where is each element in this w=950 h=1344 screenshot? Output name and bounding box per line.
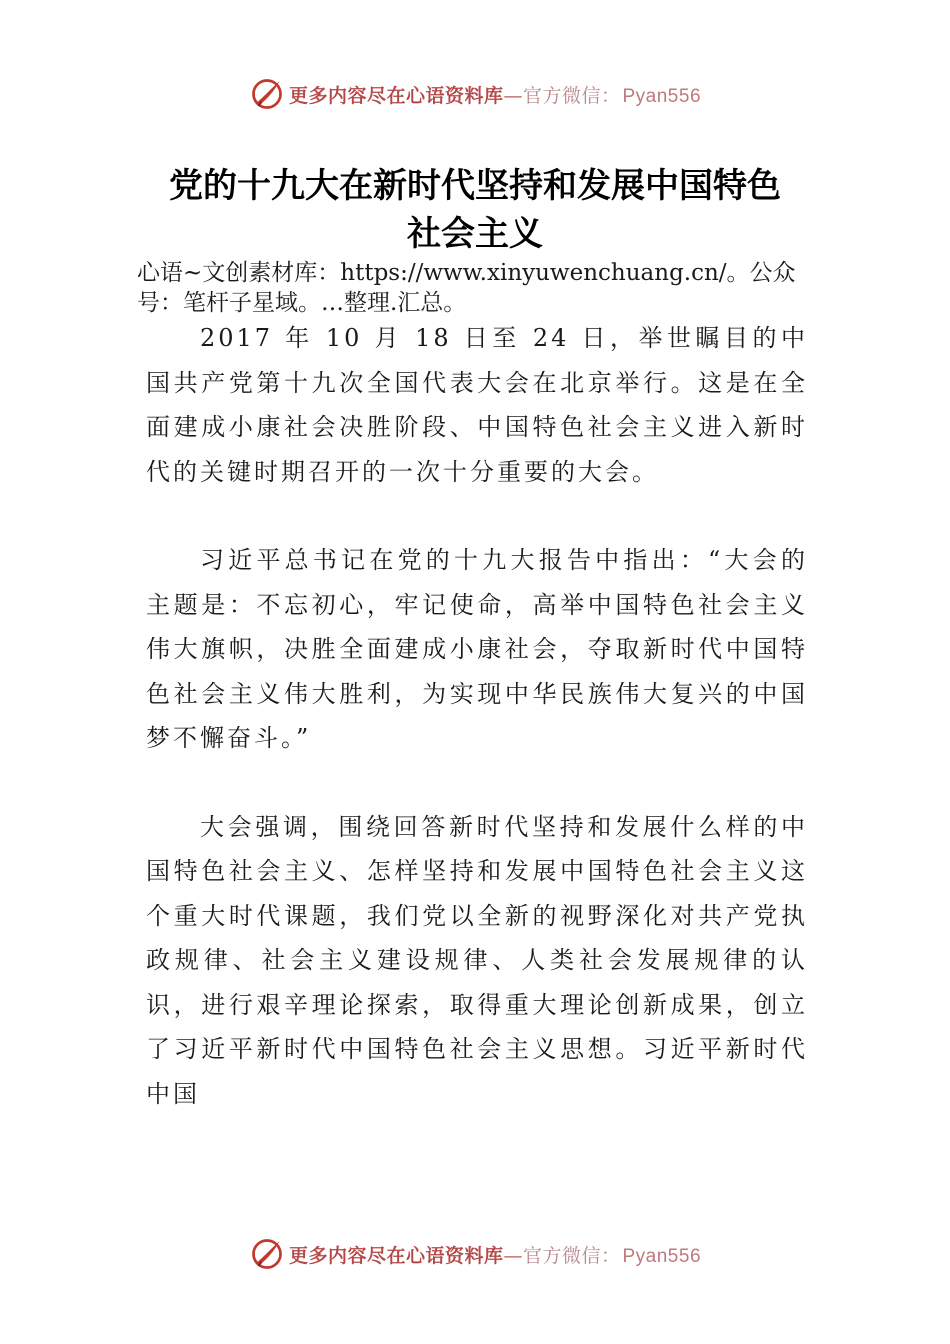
title-line-2: 社会主义 [407, 214, 543, 254]
banner-dash: — [503, 1244, 523, 1267]
paragraph-2: 习近平总书记在党的十九大报告中指出：“大会的主题是：不忘初心，牢记使命，高举中国特色社会主义伟大旗帜，决胜全面建成小康社会，夺取新时代中国特色社会主义伟大胜利，为实现中华民族伟大复兴的中国梦不懈奋斗。” [146, 546, 808, 752]
document-body [146, 316, 808, 1160]
quill-seal-icon [249, 1236, 285, 1272]
document-title [100, 162, 850, 258]
source-note: 心语~文创素材库：https://www.xinyuwenchuang.cn/。公众号：笔杆子星域。…整理.汇总。 [137, 260, 796, 316]
banner-wechat-id: Pyan556 [622, 85, 702, 107]
banner-text [289, 81, 701, 108]
banner-brand: 更多内容尽在心语资料库 [288, 84, 504, 107]
paragraph-1: 2017 年 10 月 18 日至 24 日，举世瞩目的中国共产党第十九次全国代表大会在北京举行。这是在全面建成小康社会决胜阶段、中国特色社会主义进入新时代的关键时期召开的一次十分重要的大会。 [146, 324, 808, 486]
banner-wechat-label: 官方微信： [522, 1244, 621, 1267]
banner-brand: 更多内容尽在心语资料库 [288, 1244, 504, 1267]
title-line-1: 党的十九大在新时代坚持和发展中国特色 [169, 166, 781, 206]
paragraph-3: 大会强调，围绕回答新时代坚持和发展什么样的中国特色社会主义、怎样坚持和发展中国特色社会主义这个重大时代课题，我们党以全新的视野深化对共产党执政规律、社会主义建设规律、人类社会发展规律的认识，进行艰辛理论探索，取得重大理论创新成果，创立了习近平新时代中国特色社会主义思想。习近平新时代中国 [146, 812, 808, 1108]
banner-wechat-id: Pyan556 [622, 1245, 702, 1267]
quill-seal-icon [249, 76, 285, 112]
banner-text [289, 1241, 701, 1268]
footer-banner [0, 1234, 950, 1274]
header-banner [0, 74, 950, 114]
banner-dash: — [503, 84, 523, 107]
banner-wechat-label: 官方微信： [522, 84, 621, 107]
